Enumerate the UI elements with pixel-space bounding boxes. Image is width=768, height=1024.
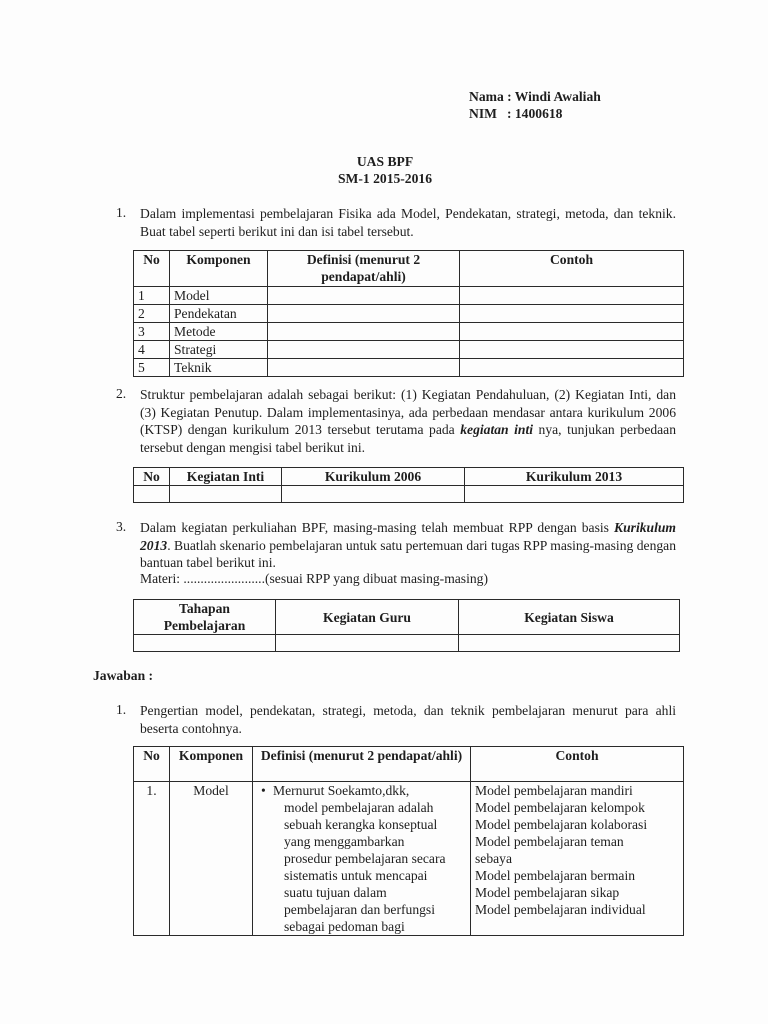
q1-row2-no: 2 [134, 305, 170, 323]
q2-th-kegiatan-inti: Kegiatan Inti [170, 468, 282, 486]
definisi-line: pembelajaran dan berfungsi [284, 902, 435, 917]
q1-row3-komponen: Metode [170, 323, 268, 341]
a1-th-contoh: Contoh [471, 747, 684, 782]
q2-th-kurikulum-2013: Kurikulum 2013 [465, 468, 684, 486]
q1-th-komponen: Komponen [170, 251, 268, 287]
a1-number: 1. [116, 702, 127, 717]
table-row [134, 359, 684, 377]
q2-cell-2013 [465, 486, 684, 503]
a1-th-komponen: Komponen [170, 747, 253, 782]
list-item: Model pembelajaran teman [475, 834, 624, 849]
q1-row2-contoh [460, 305, 684, 323]
q1-row4-komponen: Strategi [170, 341, 268, 359]
q3-text-emphasis: Kurikulum 2013 [140, 520, 676, 553]
definisi-lead: Mernurut Soekamto,dkk, [273, 783, 410, 798]
definisi-line: sistematis untuk mencapai [284, 868, 428, 883]
list-item: Model pembelajaran individual [475, 902, 646, 917]
q1-row1-contoh [460, 287, 684, 305]
list-item: Model pembelajaran kolaborasi [475, 817, 648, 832]
q3-cell-tahapan [134, 635, 276, 652]
nim-label: NIM [469, 106, 497, 121]
q1-th-no: No [134, 251, 170, 287]
q1-row5-komponen: Teknik [170, 359, 268, 377]
a1-row-definisi [253, 782, 471, 936]
q1-row4-contoh [460, 341, 684, 359]
student-nim [469, 106, 562, 122]
table-row [134, 635, 680, 652]
bullet-icon: • [261, 783, 266, 798]
q3-number: 3. [116, 519, 127, 534]
a1-row-komponen: Model [170, 782, 253, 936]
q1-row5-contoh [460, 359, 684, 377]
q1-row2-komponen: Pendekatan [170, 305, 268, 323]
table-row [134, 305, 684, 323]
q1-th-contoh: Contoh [460, 251, 684, 287]
table-row [134, 341, 684, 359]
q2-cell-no [134, 486, 170, 503]
q1-row1-komponen: Model [170, 287, 268, 305]
a1-th-definisi: Definisi (menurut 2 pendapat/ahli) [253, 747, 471, 782]
student-name: Nama : Windi Awaliah [469, 89, 601, 104]
definisi-line: model pembelajaran adalah [284, 800, 434, 815]
a1-text: Pengertian model, pendekatan, strategi, metoda, dan teknik pembelajaran menurut para ahli beserta contohnya. [140, 703, 676, 736]
q2-th-no: No [134, 468, 170, 486]
list-item: Model pembelajaran bermain [475, 868, 636, 883]
table-row [134, 486, 684, 503]
q2-table [133, 467, 684, 503]
a1-row-contoh [471, 782, 684, 936]
q1-row2-definisi [268, 305, 460, 323]
q2-number: 2. [116, 386, 127, 401]
list-item: Model pembelajaran kelompok [475, 800, 645, 815]
nim-value: : 1400618 [506, 106, 563, 121]
q3-text-b: . Buatlah skenario pembelajaran untuk satu pertemuan dari tugas RPP masing-masing dengan bantuan tabel berikut ini. [140, 537, 676, 570]
q1-number: 1. [116, 205, 127, 220]
q2-text-b: nya, tunjukan perbedaan tersebut dengan mengisi tabel berikut ini. [140, 422, 677, 455]
q1-row5-no: 5 [134, 359, 170, 377]
definisi-line: suatu tujuan dalam [284, 885, 387, 900]
q1-row4-no: 4 [134, 341, 170, 359]
q3-cell-siswa [459, 635, 680, 652]
a1-row-no: 1. [134, 782, 170, 936]
q1-row3-no: 3 [134, 323, 170, 341]
q1-row4-definisi [268, 341, 460, 359]
definisi-line: sebagai pedoman bagi [284, 919, 405, 934]
q3-cell-guru [276, 635, 459, 652]
definisi-line: yang menggambarkan [284, 834, 405, 849]
q1-row1-no: 1 [134, 287, 170, 305]
definisi-line: sebuah kerangka konseptual [284, 817, 438, 832]
q3-th-tahapan: Tahapan Pembelajaran [134, 600, 276, 635]
q1-row3-contoh [460, 323, 684, 341]
a1-th-no: No [134, 747, 170, 782]
jawaban-heading: Jawaban : [93, 668, 154, 683]
definisi-body [263, 799, 466, 935]
q3-materi: Materi: ........................(sesuai RPP yang dibuat masing-masing) [140, 571, 488, 586]
doc-subtitle: SM-1 2015-2016 [337, 171, 432, 186]
q2-text-emphasis: kegiatan inti [460, 422, 533, 437]
q2-text [140, 386, 676, 456]
q1-text: Dalam implementasi pembelajaran Fisika ada Model, Pendekatan, strategi, metoda, dan teknik. Buat tabel seperti berikut ini dan isi tabel tersebut. [140, 206, 676, 239]
q1-row3-definisi [268, 323, 460, 341]
q1-th-definisi: Definisi (menurut 2 pendapat/ahli) [268, 251, 460, 287]
q1-table [133, 250, 684, 377]
q2-text-a: Struktur pembelajaran adalah sebagai berikut: (1) Kegiatan Pendahuluan, (2) Kegiatan Inti, dan (3) Kegiatan Penutup. Dalam implementasinya, ada perbedaan mendasar antara kurikulum 2006 (KTSP) dengan kurikulum 2013 tersebut terutama pada [140, 387, 676, 437]
q2-cell-kegiatan [170, 486, 282, 503]
q1-row1-definisi [268, 287, 460, 305]
q2-th-kurikulum-2006: Kurikulum 2006 [282, 468, 465, 486]
q3-text [140, 519, 676, 572]
definisi-line: prosedur pembelajaran secara [284, 851, 446, 866]
q3-th-kegiatan-guru: Kegiatan Guru [276, 600, 459, 635]
list-item: sebaya [475, 851, 512, 866]
q2-cell-2006 [282, 486, 465, 503]
table-row [134, 782, 684, 936]
q3-table [133, 599, 680, 652]
list-item [263, 782, 466, 799]
list-item: Model pembelajaran mandiri [475, 783, 633, 798]
q3-th-kegiatan-siswa: Kegiatan Siswa [459, 600, 680, 635]
q3-text-a: Dalam kegiatan perkuliahan BPF, masing-masing telah membuat RPP dengan basis [140, 520, 609, 535]
table-row [134, 287, 684, 305]
q1-row5-definisi [268, 359, 460, 377]
a1-table [133, 746, 684, 936]
doc-title: UAS BPF [356, 154, 414, 169]
table-row [134, 323, 684, 341]
list-item: Model pembelajaran sikap [475, 885, 620, 900]
